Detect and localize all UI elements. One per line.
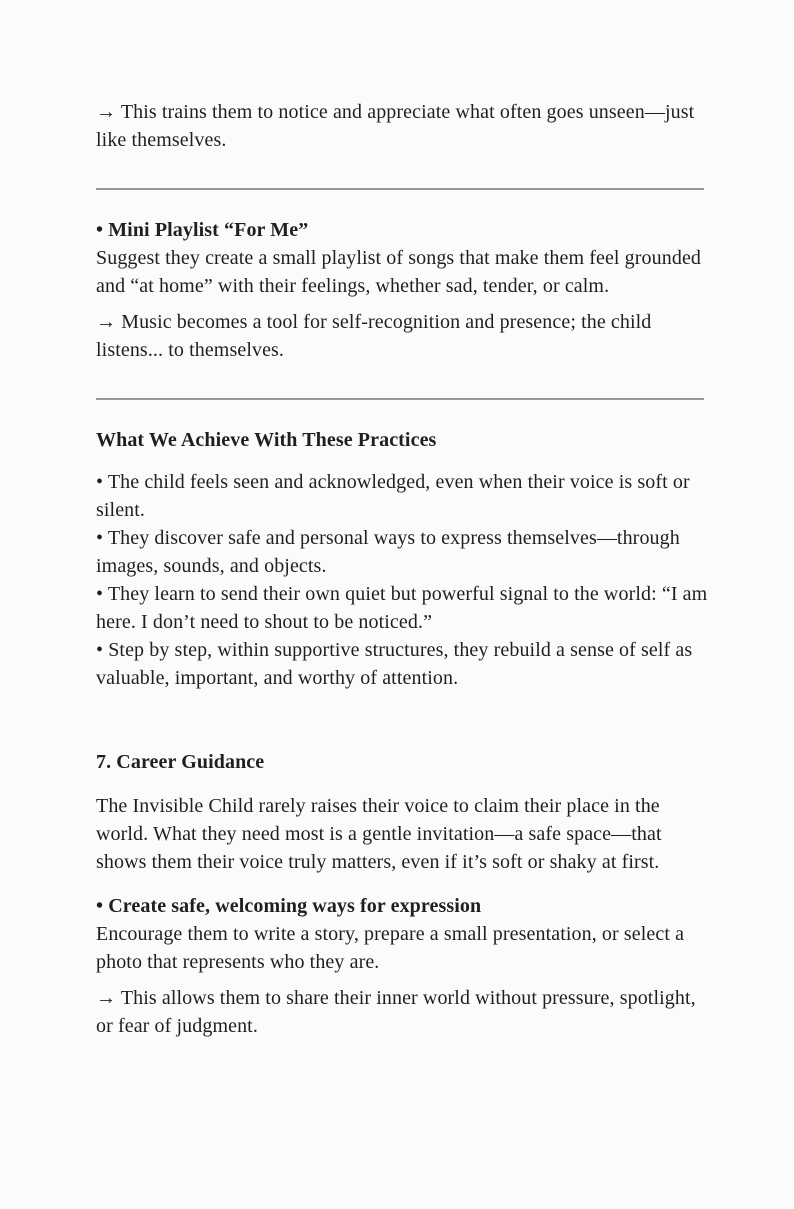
mini-playlist-note: → Music becomes a tool for self-recognition and presence; the child listens... to themselves. xyxy=(96,311,652,361)
section-divider-1 xyxy=(96,188,704,190)
achievement-bullet-4: • Step by step, within supportive structures, they rebuild a sense of self as valuable, important, and worthy of attention. xyxy=(96,639,693,689)
career-guidance-section xyxy=(96,748,710,1040)
achievement-bullet-2: • They discover safe and personal ways to express themselves—through images, sounds, and objects. xyxy=(96,527,680,577)
page-content xyxy=(96,98,710,1040)
mini-playlist-section xyxy=(96,216,710,364)
achievement-bullet-3: • They learn to send their own quiet but powerful signal to the world: “I am here. I don’t need to shout to be noticed.” xyxy=(96,583,708,633)
mini-playlist-body: Suggest they create a small playlist of songs that make them feel grounded and “at home” with their feelings, whether sad, tender, or calm. xyxy=(96,247,702,297)
lead-outcome-note: → This trains them to notice and appreciate what often goes unseen—just like themselves. xyxy=(96,101,695,151)
career-expression-subheading: • Create safe, welcoming ways for expression xyxy=(96,895,482,917)
achievements-bullet-list xyxy=(96,468,710,692)
section-divider-2 xyxy=(96,398,704,400)
career-expression-body: Encourage them to write a story, prepare a small presentation, or select a photo that represents who they are. xyxy=(96,923,685,973)
achievements-section xyxy=(96,426,710,692)
career-guidance-intro: The Invisible Child rarely raises their voice to claim their place in the world. What they need most is a gentle invitation—a safe space—that shows them their voice truly matters, even if it’s soft or shaky at first. xyxy=(96,795,662,873)
mini-playlist-heading: • Mini Playlist “For Me” xyxy=(96,219,309,241)
achievement-bullet-1: • The child feels seen and acknowledged, even when their voice is soft or silent. xyxy=(96,471,690,521)
career-guidance-heading: 7. Career Guidance xyxy=(96,751,265,773)
career-expression-note: → This allows them to share their inner world without pressure, spotlight, or fear of judgment. xyxy=(96,987,696,1037)
achievements-heading: What We Achieve With These Practices xyxy=(96,429,437,451)
